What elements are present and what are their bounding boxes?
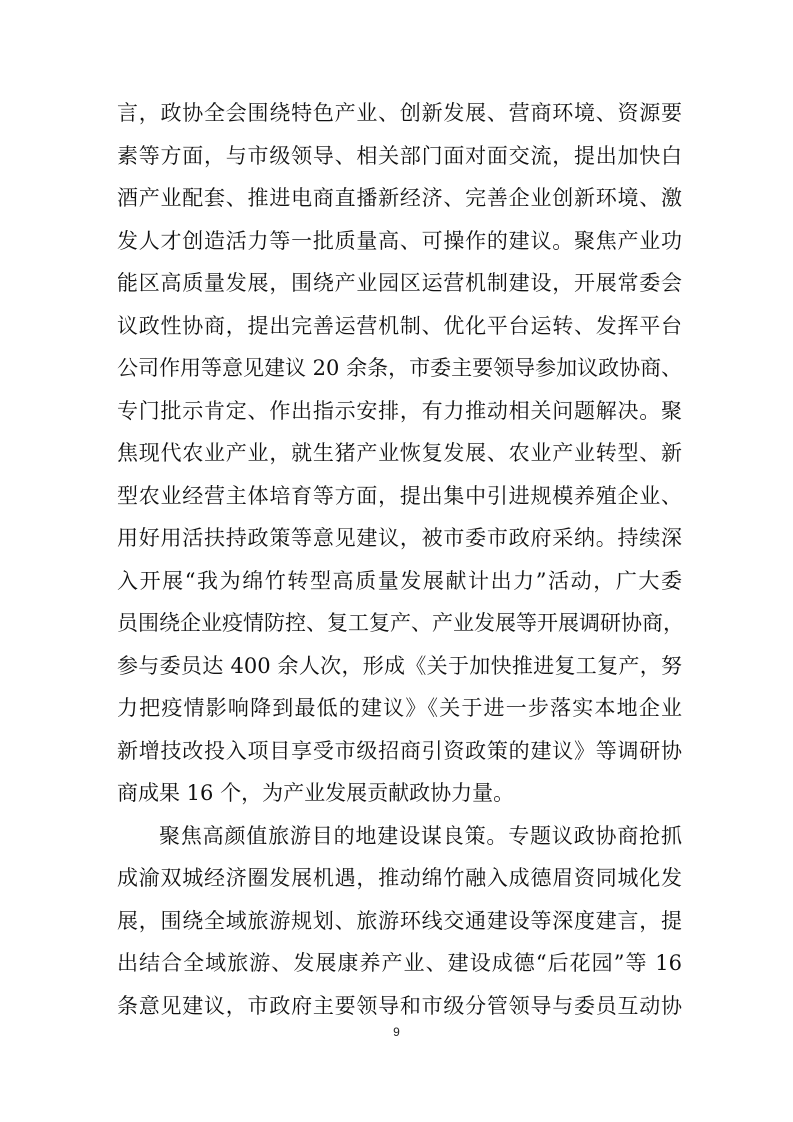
text-line: 成渝双城经济圈发展机遇，推动绵竹融入成德眉资同城化发 [117, 866, 682, 890]
text-line: 员围绕企业疫情防控、复工复产、产业发展等开展调研协商， [117, 611, 684, 635]
page-number: 9 [393, 1025, 400, 1039]
text-line: 条意见建议，市政府主要领导和市级分管领导与委员互动协 [117, 993, 682, 1018]
text-line: 商成果 16 个，为产业发展贡献政协力量。 [117, 781, 515, 805]
text-line: 展，围绕全域旅游规划、旅游环线交通建设等深度建言，提 [117, 908, 682, 933]
text-line: 力把疫情影响降到最低的建议》《关于进一步落实本地企业 [117, 696, 682, 720]
text-line: 出结合全域旅游、发展康养产业、建设成德“后花园”等 16 [117, 951, 682, 975]
text-line: 入开展“我为绵竹转型高质量发展献计出力”活动，广大委 [117, 568, 682, 593]
text-line: 焦现代农业产业，就生猪产业恢复发展、农业产业转型、新 [117, 441, 682, 465]
text-line: 言，政协全会围绕特色产业、创新发展、营商环境、资源要 [117, 101, 682, 125]
text-line: 发人才创造活力等一批质量高、可操作的建议。聚焦产业功 [117, 228, 682, 253]
text-line: 素等方面，与市级领导、相关部门面对面交流，提出加快白 [117, 143, 682, 168]
text-line: 新增技改投入项目享受市级招商引资政策的建议》等调研协 [117, 738, 682, 763]
body-text [117, 92, 682, 1027]
text-line: 专门批示肯定、作出指示安排，有力推动相关问题解决。聚 [117, 398, 682, 423]
text-line: 议政性协商，提出完善运营机制、优化平台运转、发挥平台 [117, 313, 682, 338]
text-line: 能区高质量发展，围绕产业园区运营机制建设，开展常委会 [117, 271, 682, 295]
text-line: 酒产业配套、推进电商直播新经济、完善企业创新环境、激 [117, 186, 682, 210]
paragraph-1 [117, 92, 682, 815]
text-line: 用好用活扶持政策等意见建议，被市委市政府采纳。持续深 [117, 526, 682, 550]
text-line: 聚焦高颜值旅游目的地建设谋良策。专题议政协商抢抓 [159, 823, 682, 848]
text-line: 公司作用等意见建议 20 余条，市委主要领导参加议政协商、 [117, 356, 683, 380]
text-line: 型农业经营主体培育等方面，提出集中引进规模养殖企业、 [117, 483, 682, 508]
paragraph-2 [117, 815, 682, 1028]
text-line: 参与委员达 400 余人次，形成《关于加快推进复工复产，努 [117, 653, 682, 678]
